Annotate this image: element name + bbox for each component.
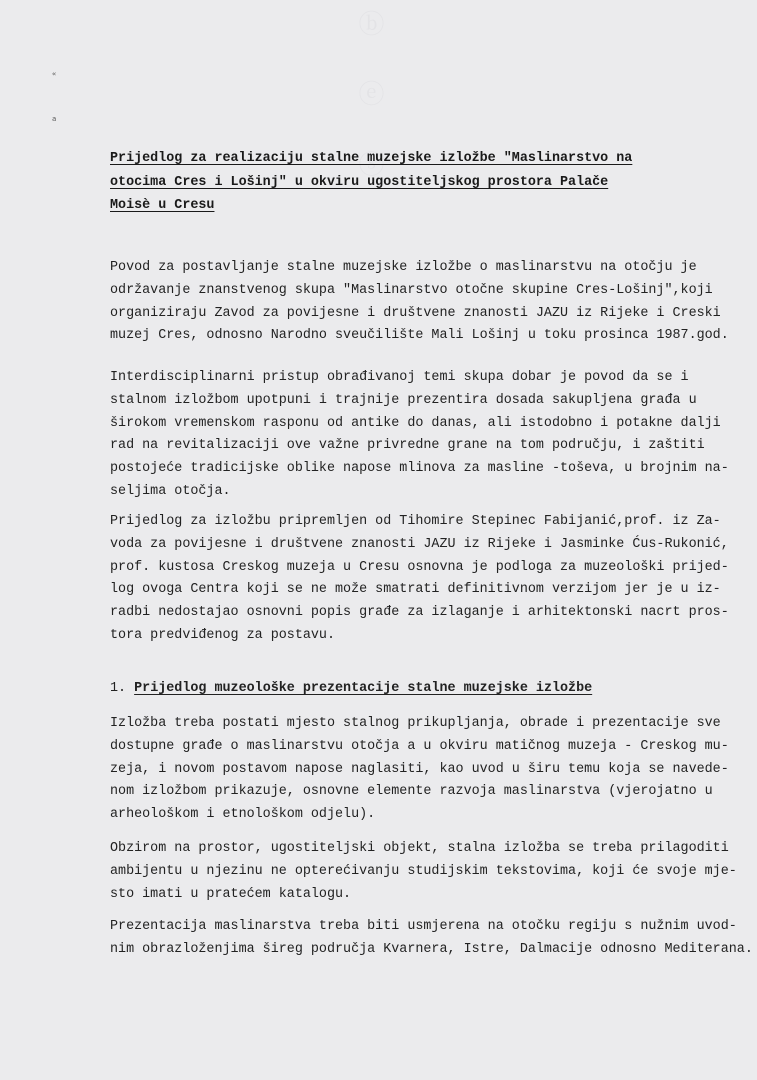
text-line: Obzirom na prostor, ugostiteljski objekt, stalna izložba se treba prilagoditi (110, 841, 729, 856)
section-heading (110, 677, 592, 700)
section-heading-text: Prijedlog muzeološke prezentacije stalne muzejske izložbe (134, 681, 593, 696)
text-line: tora predviđenog za postavu. (110, 627, 335, 643)
page-mark: « (52, 70, 57, 78)
text-line: dostupne građe o maslinarstvu otočja a u okviru matičnog muzeja - Creskog mu- (110, 738, 729, 754)
text-line: Prijedlog za izložbu pripremljen od Tihomire Stepinec Fabijanić,prof. iz Za- (110, 514, 721, 529)
text-line: Prezentacija maslinarstva treba biti usmjerena na otočku regiju s nužnim uvod- (110, 919, 737, 934)
text-line: rad na revitalizaciji ove važne privredne grane na tom području, i zaštiti (110, 438, 705, 454)
text-line: radbi nedostajao osnovni popis građe za izlaganje i arhitektonski nacrt pros- (110, 605, 729, 621)
text-line: seljima otočja. (110, 483, 231, 499)
text-line: muzej Cres, odnosno Narodno sveučilište Mali Lošinj u toku prosinca 1987.god. (110, 328, 729, 344)
text-line: nim obrazloženjima šireg područja Kvarnera, Istre, Dalmacije odnosno Mediterana. (110, 941, 753, 957)
section-number: 1. (110, 681, 127, 696)
title-line: otocima Cres i Lošinj" u okviru ugostiteljskog prostora Palače (110, 174, 609, 190)
text-line: Interdisciplinarni pristup obrađivanoj temi skupa dobar je povod da se i (110, 370, 689, 385)
text-line: postojeće tradicijske oblike napose mlinova za masline -toševa, u brojnim na- (110, 461, 729, 477)
text-line: širokom vremenskom rasponu od antike do danas, ali istodobno i potakne dalji (110, 415, 721, 431)
title-line: Prijedlog za realizaciju stalne muzejske izložbe "Maslinarstvo na (110, 151, 633, 166)
text-line: arheološkom i etnološkom odjelu). (110, 807, 376, 823)
title-line: Moisè u Cresu (110, 198, 215, 213)
paragraph-presentation (110, 916, 753, 962)
text-line: Izložba treba postati mjesto stalnog prikupljanja, obrade i prezentacije sve (110, 716, 721, 731)
text-line: Povod za postavljanje stalne muzejske izložbe o maslinarstvu na otočju je (110, 260, 697, 275)
text-line: zeja, i novom postavom napose naglasiti, kao uvod u širu temu koja se navede- (110, 761, 729, 777)
text-line: održavanje znanstvenog skupa "Maslinarstvo otočne skupine Cres-Lošinj",koji (110, 282, 713, 298)
paragraph-occasion (110, 257, 729, 348)
text-line: organiziraju Zavod za povijesne i društvene znanosti JAZU iz Rijeke i Creski (110, 305, 721, 321)
paragraph-space (110, 838, 737, 906)
text-line: log ovoga Centra koji se ne može smatrati definitivnom verzijom jer je u iz- (110, 582, 721, 598)
watermark-stamp: ⓑ ⓔ ⓢ (354, 10, 384, 195)
text-line: prof. kustosa Creskog muzeja u Cresu osnovna je podloga za muzeološki prijed- (110, 559, 729, 575)
paragraph-approach (110, 367, 729, 504)
text-line: voda za povijesne i društvene znanosti JAZU iz Rijeke i Jasminke Ćus-Rukonić, (110, 536, 729, 552)
page-mark: a (52, 115, 57, 123)
paragraph-exhibition-purpose (110, 713, 729, 827)
document-title (110, 147, 670, 218)
text-line: sto imati u pratećem katalogu. (110, 886, 352, 902)
text-line: ambijentu u njezinu ne opterećivanju studijskim tekstovima, koji će svoje mje- (110, 863, 737, 879)
text-line: nom izložbom prikazuje, osnovne elemente razvoja maslinarstva (vjerojatno u (110, 784, 713, 800)
paragraph-proposal (110, 511, 729, 648)
text-line: stalnom izložbom upotpuni i trajnije prezentira dosada sakupljena građa u (110, 392, 697, 408)
